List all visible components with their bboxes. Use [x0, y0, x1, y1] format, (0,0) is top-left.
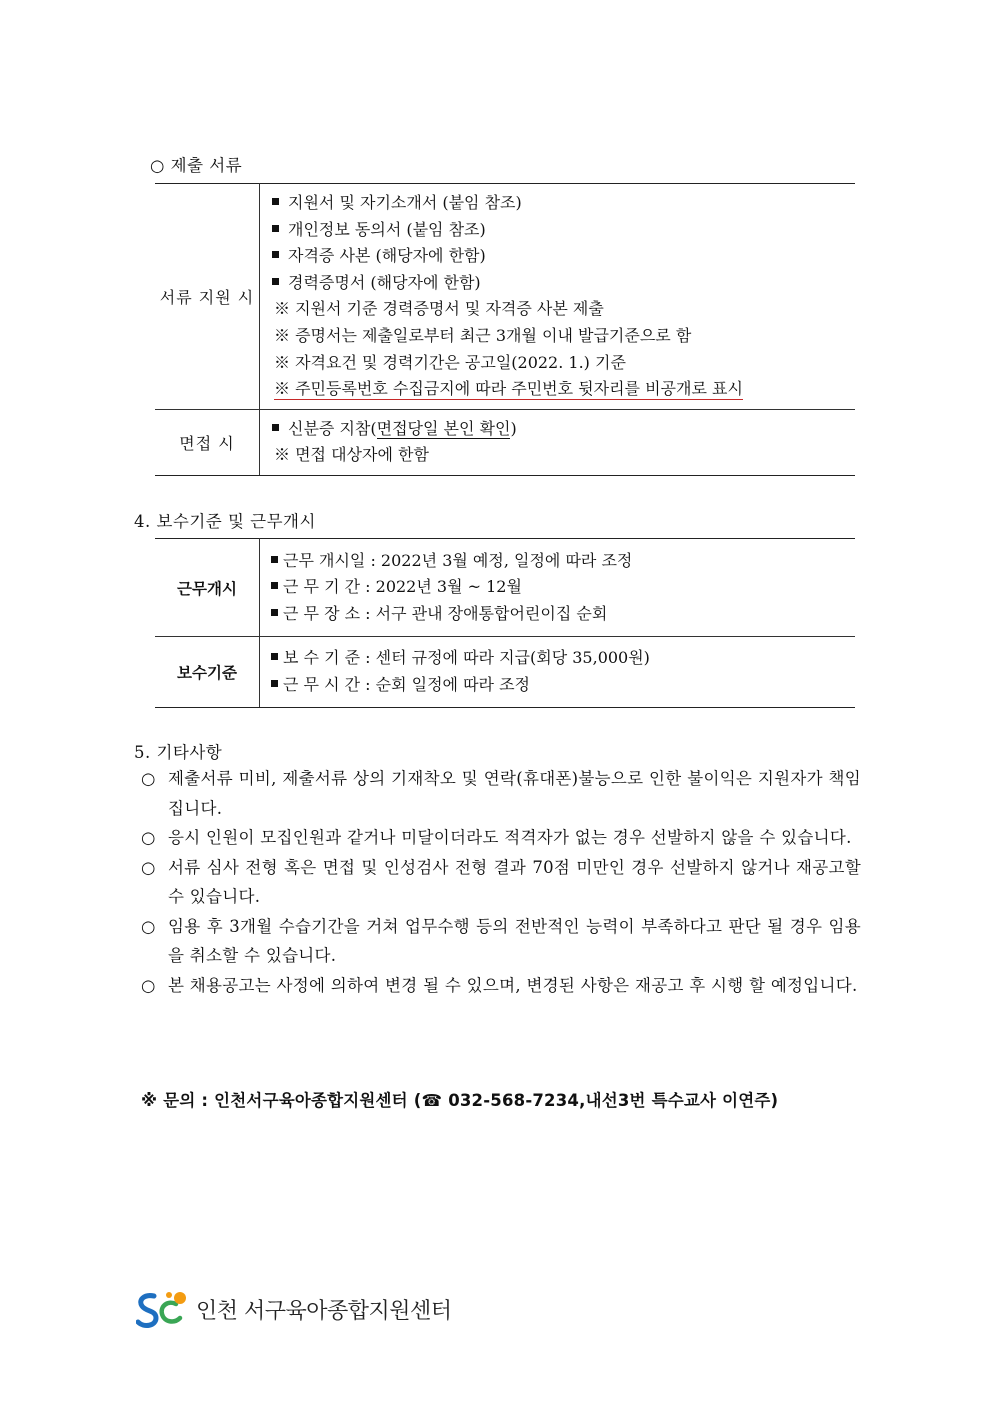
etc-notes	[141, 764, 861, 1000]
square-bullet-icon	[271, 609, 278, 616]
interview-row-content	[260, 409, 856, 475]
list-note: ※ 자격요건 및 경력기간은 공고일(2022. 1.) 기준	[274, 352, 626, 372]
list-note	[272, 376, 855, 403]
square-bullet-icon	[271, 680, 278, 687]
list-item: ○ 본 채용공고는 사정에 의하여 변경 될 수 있으며, 변경된 사항은 재공고 후 시행 할 예정입니다.	[141, 971, 861, 1001]
org-name: 인천 서구육아종합지원센터	[196, 1299, 452, 1324]
square-bullet-icon	[271, 556, 278, 563]
section-docs-heading: ○ 제출 서류	[150, 156, 243, 175]
pay-standard-content	[260, 637, 856, 708]
org-logo-icon	[136, 1290, 192, 1330]
list-note: ※ 증명서는 제출일로부터 최근 3개월 이내 발급기준으로 함	[274, 325, 692, 345]
circle-bullet-icon: ○	[141, 857, 156, 877]
work-start-content	[260, 539, 856, 637]
interview-row-label: 면접 시	[155, 409, 260, 475]
circle-bullet-icon: ○	[141, 828, 156, 847]
section-pay-heading: 4. 보수기준 및 근무개시	[134, 512, 316, 531]
pay-standard-label: 보수기준	[155, 637, 260, 708]
work-start-label: 근무개시	[155, 539, 260, 637]
list-item: 자격증 사본 (해당자에 한함)	[272, 243, 855, 270]
list-item: 지원서 및 자기소개서 (붙임 참조)	[272, 190, 855, 217]
list-item: 근 무 기 간 : 2022년 3월 ~ 12월	[271, 574, 855, 601]
list-item: ○ 응시 인원이 모집인원과 같거나 미달이더라도 적격자가 없는 경우 선발하지 않을 수 있습니다.	[141, 823, 861, 853]
contact-line: ※ 문의 : 인천서구육아종합지원센터 (☎ 032-568-7234,내선3번 특수교사 이연주)	[141, 1091, 779, 1110]
list-item: ○ 서류 심사 전형 혹은 면접 및 인성검사 전형 결과 70점 미만인 경우 선발하지 않거나 재공고할 수 있습니다.	[141, 853, 861, 912]
circle-bullet-icon: ○	[141, 916, 156, 936]
list-item: ○ 제출서류 미비, 제출서류 상의 기재착오 및 연락(휴대폰)불능으로 인한 불이익은 지원자가 책임집니다.	[141, 764, 861, 823]
list-item: 경력증명서 (해당자에 한함)	[272, 270, 855, 297]
pay-table	[155, 538, 855, 708]
square-bullet-icon	[272, 198, 279, 205]
list-note: ※ 지원서 기준 경력증명서 및 자격증 사본 제출	[274, 299, 604, 319]
list-item: ○ 임용 후 3개월 수습기간을 거쳐 업무수행 등의 전반적인 능력이 부족하다고 판단 될 경우 임용을 취소할 수 있습니다.	[141, 912, 861, 971]
docs-row-label: 서류 지원 시	[155, 184, 260, 410]
square-bullet-icon	[272, 251, 279, 258]
id-check-underlined: 면접당일 본인 확인	[376, 418, 511, 438]
square-bullet-icon	[272, 424, 279, 431]
list-item: 보 수 기 준 : 센터 규정에 따라 지급(회당 35,000원)	[271, 645, 855, 672]
docs-row-content	[260, 184, 856, 410]
section-etc-heading: 5. 기타사항	[134, 743, 223, 762]
list-item: 개인정보 동의서 (붙임 참조)	[272, 217, 855, 244]
docs-table	[155, 183, 855, 476]
list-item: 근 무 시 간 : 순회 일정에 따라 조정	[271, 672, 855, 699]
list-item: 신분증 지참(면접당일 본인 확인)	[272, 416, 855, 443]
square-bullet-icon	[272, 225, 279, 232]
circle-bullet-icon: ○	[141, 975, 156, 995]
square-bullet-icon	[272, 278, 279, 285]
circle-bullet-icon: ○	[141, 769, 156, 788]
square-bullet-icon	[271, 653, 278, 660]
list-item: 근 무 장 소 : 서구 관내 장애통합어린이집 순회	[271, 601, 855, 628]
square-bullet-icon	[271, 582, 278, 589]
list-note: ※ 면접 대상자에 한함	[274, 445, 429, 465]
privacy-note-underlined: ※ 주민등록번호 수집금지에 따라 주민번호 뒷자리를 비공개로 표시	[274, 379, 743, 399]
list-item: 근무 개시일 : 2022년 3월 예정, 일정에 따라 조정	[271, 548, 855, 575]
